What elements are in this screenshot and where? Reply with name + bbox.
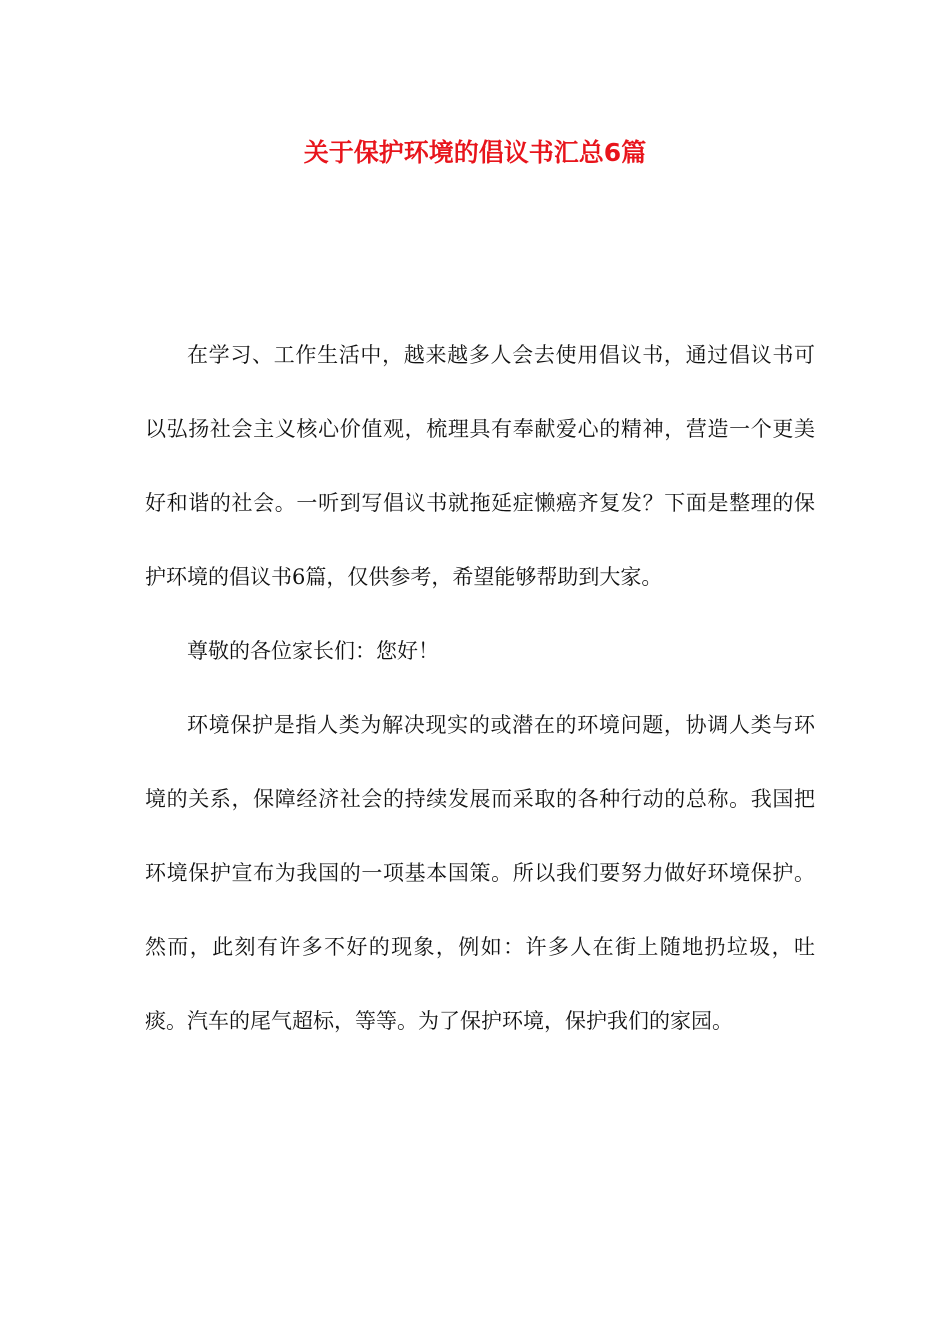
document-title: 关于保护环境的倡议书汇总6篇 — [303, 138, 647, 167]
document-body — [145, 318, 815, 1058]
salutation-paragraph: 尊敬的各位家长们：您好！ — [187, 639, 439, 663]
intro-paragraph: 在学习、工作生活中，越来越多人会去使用倡议书，通过倡议书可以弘扬社会主义核心价值观，梳理具有奉献爱心的精神，营造一个更美好和谐的社会。一听到写倡议书就拖延症懒癌齐复发？下面是整理的保护环境的倡议书6篇，仅供参考，希望能够帮助到大家。 — [145, 343, 815, 589]
body-paragraph: 环境保护是指人类为解决现实的或潜在的环境问题，协调人类与环境的关系，保障经济社会的持续发展而采取的各种行动的总称。我国把环境保护宣布为我国的一项基本国策。所以我们要努力做好环境保护。然而，此刻有许多不好的现象，例如：许多人在街上随地扔垃圾，吐痰。汽车的尾气超标，等等。为了保护环境，保护我们的家园。 — [145, 713, 815, 1033]
